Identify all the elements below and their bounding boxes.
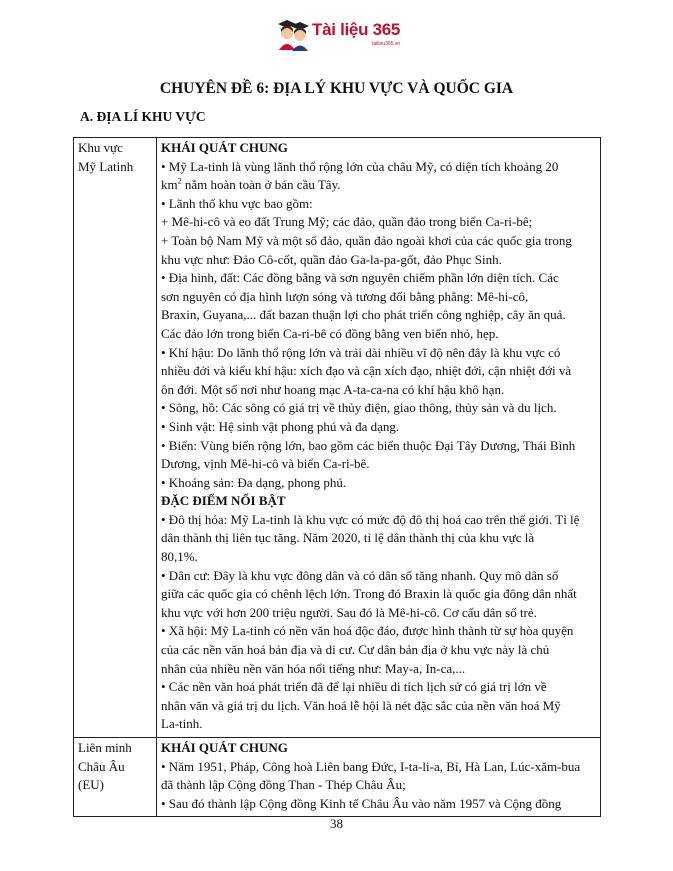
text-line: + Mê-hi-cô và eo đất Trung Mỹ; các đảo, quần đảo trong biển Ca-ri-bê; (161, 214, 533, 230)
text-line (161, 176, 596, 195)
region-label: (EU) (78, 777, 104, 793)
text-line: của các nền văn hoá bản địa và di cư. Cư dân bản địa ở khu vực này là chủ (161, 642, 550, 658)
text-line: Dương, vịnh Mê-hi-cô và biển Ca-ri-bê. (161, 456, 370, 472)
text-line: Các đảo lớn trong biển Ca-ri-bê có đồng bằng ven biển nhỏ, hẹp. (161, 325, 499, 341)
page-number: 38 (330, 816, 343, 831)
text-line: • Sau đó thành lập Cộng đồng Kinh tế Châu Âu vào năm 1957 và Cộng đồng (161, 795, 562, 811)
text-line: đã thành lập Cộng đồng Than - Thép Châu Âu; (161, 777, 406, 793)
region-cell (74, 138, 157, 738)
text-line: • Đô thị hóa: Mỹ La-tinh là khu vực có mức độ đô thị hoá cao trên thế giới. Tỉ lệ (161, 511, 580, 527)
region-label: Châu Âu (78, 758, 125, 774)
graduates-icon (276, 16, 312, 52)
subheading: KHÁI QUÁT CHUNG (161, 740, 288, 755)
section-heading: A. ĐỊA LÍ KHU VỰC (80, 109, 206, 124)
content-table (73, 137, 601, 817)
text-line: • Lãnh thổ khu vực bao gồm: (161, 195, 313, 211)
logo-subtext: tailieu365.vn (372, 41, 401, 47)
text-line: nhân văn và giá trị du lịch. Văn hoá lễ hội là nét đặc sắc của nền văn hoá Mỹ (161, 697, 561, 713)
text-line: • Khoáng sản: Đa dạng, phong phú. (161, 474, 347, 490)
text-line: giữa các quốc gia có chênh lệch lớn. Trong đó Braxin là quốc gia đông dân nhất (161, 586, 577, 602)
region-label: Liên minh (78, 740, 132, 755)
text-segment: nằm hoàn toàn ở bán cầu Tây. (181, 177, 341, 193)
text-line: • Sông, hồ: Các sông có giá trị về thủy điện, giao thông, thủy sản và du lịch. (161, 400, 557, 416)
logo (276, 14, 400, 52)
text-line: khu vực với hơn 200 triệu người. Sau đó là Mê-hi-cô. Cơ cấu dân số trẻ. (161, 604, 537, 620)
text-line: khu vực như: Đảo Cô-cốt, quần đảo Ga-la-pa-gốt, đảo Phục Sinh. (161, 251, 502, 267)
subheading: ĐẶC ĐIỂM NỔI BẬT (161, 493, 286, 509)
content-cell (157, 138, 601, 738)
page-title: CHUYÊN ĐỀ 6: ĐỊA LÝ KHU VỰC VÀ QUỐC GIA (159, 80, 514, 97)
text-line: La-tinh. (161, 716, 203, 732)
logo-text: Tài liệu 365 (312, 20, 401, 39)
text-line: nhân của nhiều nền văn hóa nổi tiếng như: May-a, In-ca,... (161, 660, 466, 676)
text-line: • Xã hội: Mỹ La-tinh có nền văn hoá độc đáo, được hình thành từ sự hòa quyện (161, 623, 574, 639)
superscript: 2 (177, 176, 182, 186)
content-cell (157, 738, 601, 817)
subheading: KHÁI QUÁT CHUNG (161, 140, 288, 155)
text-line: • Địa hình, đất: Các đồng bằng và sơn nguyên chiếm phần lớn diện tích. Các (161, 270, 559, 286)
text-segment: km (161, 177, 178, 193)
text-line: Braxin, Guyana,... đất bazan thuận lợi cho phát triển công nghiệp, cây ăn quả. (161, 307, 566, 323)
text-line: • Biển: Vùng biển rộng lớn, bao gồm các biển thuộc Đại Tây Dương, Thái Bình (161, 437, 576, 453)
text-line: ôn đới. Một số nơi như hoang mạc A-ta-ca-na có khí hậu khô hạn. (161, 381, 505, 397)
text-line: • Các nền văn hoá phát triển đã để lại nhiều di tích lịch sử có giá trị lớn về (161, 679, 547, 695)
text-line: • Khí hậu: Do lãnh thổ rộng lớn và trải dài nhiều vĩ độ nên đây là khu vực có (161, 344, 561, 360)
text-line: • Dân cư: Đây là khu vực đông dân và có dân số tăng nhanh. Quy mô dân số (161, 567, 559, 583)
region-label: Mỹ Latinh (78, 158, 134, 174)
text-line: nhiều đới và kiểu khí hậu: xích đạo và cận xích đạo, nhiệt đới, cận nhiệt đới và (161, 363, 572, 379)
region-label: Khu vực (78, 140, 123, 155)
text-line: + Toàn bộ Nam Mỹ và một số đảo, quần đảo ngoài khơi của các quốc gia trong (161, 232, 572, 248)
table-row (74, 138, 601, 738)
text-line: • Sinh vật: Hệ sinh vật phong phú và đa dạng. (161, 418, 400, 434)
text-line: • Mỹ La-tinh là vùng lãnh thổ rộng lớn của châu Mỹ, có diện tích khoảng 20 (161, 158, 559, 174)
table-row (74, 738, 601, 817)
text-line: 80,1%. (161, 549, 198, 565)
text-line: dân thành thị liên tục tăng. Năm 2020, tỉ lệ dân thành thị của khu vực là (161, 530, 535, 546)
region-cell (74, 738, 157, 817)
text-line: sơn nguyên có địa hình lượn sóng và tương đối bằng phẳng: Mê-hi-cô, (161, 288, 529, 304)
text-line: • Năm 1951, Pháp, Công hoà Liên bang Đức, I-ta-li-a, Bỉ, Hà Lan, Lúc-xăm-bua (161, 758, 581, 774)
